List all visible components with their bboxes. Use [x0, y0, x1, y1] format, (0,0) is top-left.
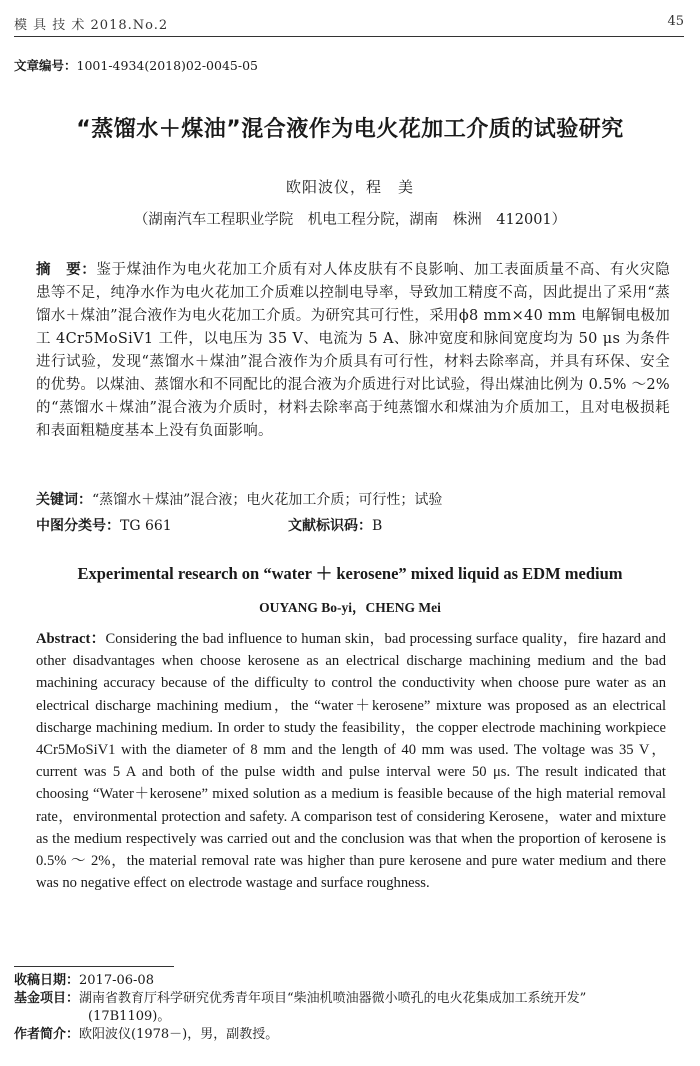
- document-code: [288, 515, 382, 535]
- fund-value-continued: (17B1109)。: [88, 1009, 171, 1024]
- journal-name: 模 具 技 术 2018.No.2: [14, 18, 169, 33]
- classification-line: [36, 515, 596, 535]
- document-code-value: B: [372, 518, 383, 534]
- english-abstract-label: Abstract：: [36, 631, 106, 647]
- page-number: 45: [667, 14, 684, 29]
- classification-value: TG 661: [120, 518, 172, 534]
- footnotes: [14, 972, 686, 1044]
- author-bio-value: 欧阳波仪(1978－)，男，副教授。: [79, 1027, 279, 1042]
- chinese-abstract-label: 摘 要：: [36, 262, 97, 278]
- footnote-divider: [14, 966, 174, 967]
- author-bio-label: 作者简介：: [14, 1027, 80, 1042]
- received-label: 收稿日期：: [14, 973, 80, 988]
- article-number-value: 1001-4934(2018)02-0045-05: [76, 58, 258, 73]
- article-number-label: 文章编号：: [14, 58, 77, 73]
- document-code-label: 文献标识码：: [288, 518, 372, 534]
- running-header: [14, 12, 684, 36]
- received-value: 2017-06-08: [79, 973, 154, 988]
- article-number: [14, 56, 258, 74]
- received-date: [14, 972, 686, 990]
- english-abstract: [36, 628, 666, 894]
- english-title: Experimental research on “water ＋ kerosene” mixed liquid as EDM medium: [77, 564, 623, 583]
- paper-authors: 欧阳波仪，程 美: [285, 178, 414, 196]
- english-authors: OUYANG Bo-yi，CHENG Mei: [259, 600, 441, 615]
- fund-project: [14, 990, 686, 1026]
- paper-title: “蒸馏水＋煤油”混合液作为电火花加工介质的试验研究: [76, 117, 624, 142]
- chinese-abstract: [36, 259, 670, 443]
- fund-label: 基金项目：: [14, 991, 80, 1006]
- chinese-abstract-text: 鉴于煤油作为电火花加工介质有对人体皮肤有不良影响、加工表面质量不高、有火灾隐患等不足，纯净水作为电火花加工介质难以控制电导率，导致加工精度不高，因此提出了采用“蒸馏水＋煤油”混合液作为电火花加工介质。为研究其可行性，采用ϕ8 mm×40 mm 电解铜电极加工 4Cr5MoSiV1 工件，以电压为 35 V、电流为 5 A、脉冲宽度和脉间宽度均为 50 μs 为条件进行试验，发现“蒸馏水＋煤油”混合液作为介质具有可行性，材料去除率高，并具有环保、安全的优势。以煤油、蒸馏水和不同配比的混合液为介质进行对比试验，得出煤油比例为 0.5% ～2% 的“蒸馏水＋煤油”混合液为介质时，材料去除率高于纯蒸馏水和煤油为介质加工，且对电极损耗和表面粗糙度基本上没有负面影响。: [36, 262, 670, 439]
- keywords-label: 关键词：: [36, 492, 92, 508]
- keywords-text: “蒸馏水＋煤油”混合液；电火花加工介质；可行性；试验: [92, 492, 443, 508]
- english-abstract-text: Considering the bad influence to human skin，bad processing surface quality，fire hazard and other disadvantages when choose kerosene as an electrical discharge machining medium and the bad machining accuracy because of the difficulty to control the conductivity when choose pure water as an electrical discharge machining medium，the “water＋kerosene” mixture was proposed as an electrical discharge machining medium. In order to study the feasibility，the copper electrode machining workpiece 4Cr5MoSiV1 with the diameter of 8 mm and the length of 40 mm was used. The voltage was 35 V，current was 5 A and both of the pulse width and pulse interval were 50 μs. The result indicated that choosing “Water＋kerosene” mixed solution as a medium is feasible because of the high material removal rate，environmental protection and safety. A comparison test of considering Kerosene，water and mixture as the medium respectively was carried out and the conclusion was that when the proportion of kerosene is 0.5% ～ 2%，the material removal rate was higher than pure kerosene and pure water medium and there was no negative effect on electrode wastage and surface roughness.: [36, 631, 666, 892]
- classification-label: 中图分类号：: [36, 518, 120, 534]
- fund-value: 湖南省教育厅科学研究优秀青年项目“柴油机喷油器微小喷孔的电火花集成加工系统开发”: [79, 991, 587, 1006]
- author-affiliation: （湖南汽车工程职业学院 机电工程分院，湖南 株洲 412001）: [133, 212, 567, 228]
- keywords: [36, 489, 442, 509]
- author-bio: [14, 1026, 686, 1044]
- header-divider: [14, 36, 684, 37]
